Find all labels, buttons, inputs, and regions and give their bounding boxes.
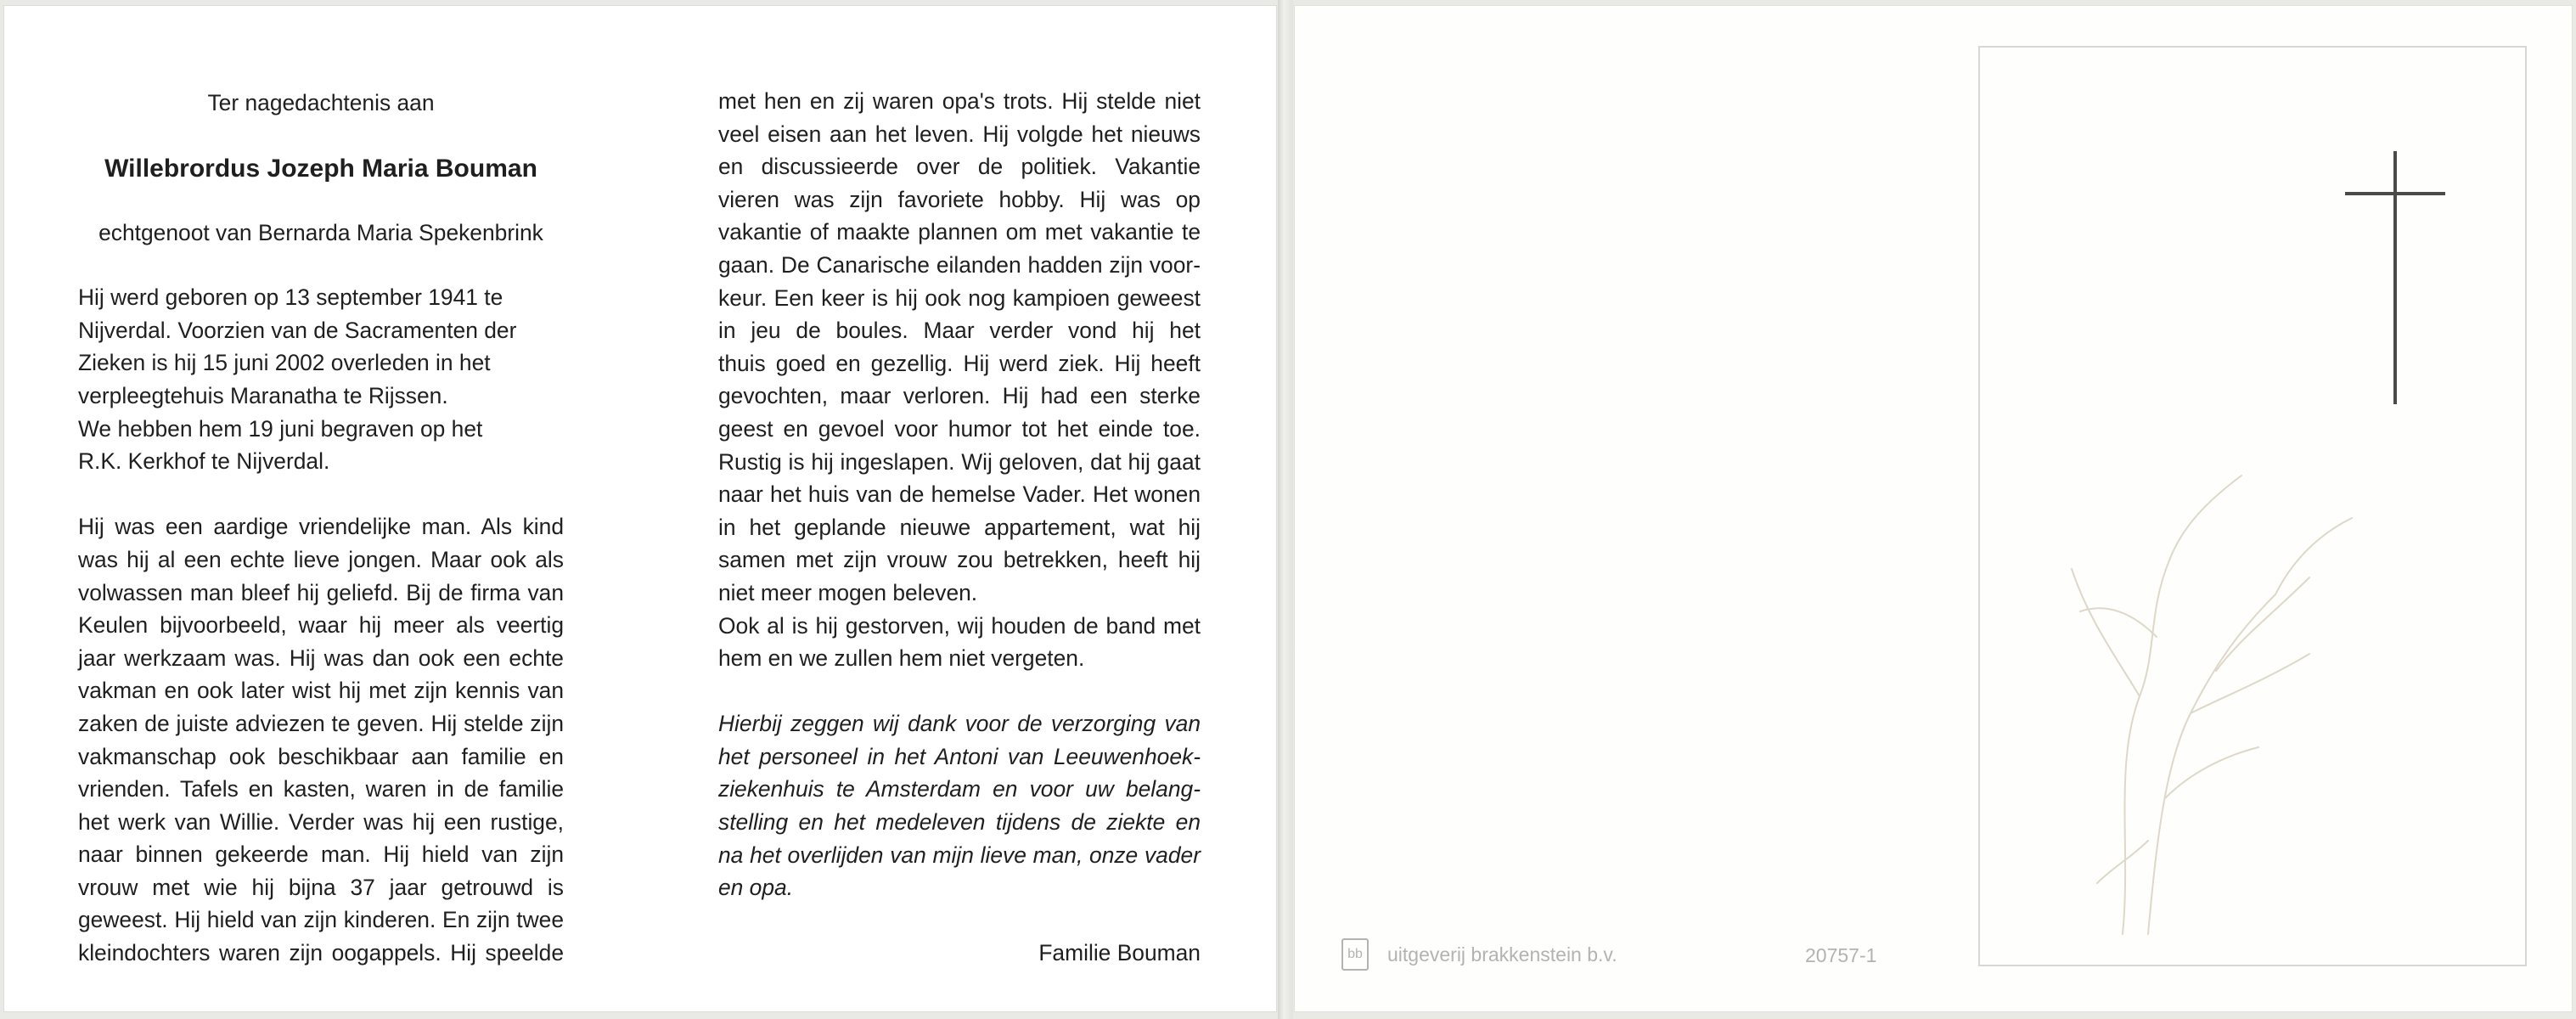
text-line: veel eisen aan het leven. Hij volgde het nieuws xyxy=(718,121,1201,147)
text-line: Rustig is hij ingeslapen. Wij geloven, dat hij gaat xyxy=(718,448,1201,475)
text-line: gevochten, maar verloren. Hij had een sterke xyxy=(718,383,1201,409)
left-column xyxy=(78,87,564,970)
cross-icon-beam xyxy=(2345,192,2445,195)
text-line: volwassen man bleef hij geliefd. Bij de firma van xyxy=(78,579,564,605)
text-line: was hij al een echte lieve jongen. Maar ook als xyxy=(78,546,564,572)
text-line: thuis goed en gezellig. Hij werd ziek. Hij heeft xyxy=(718,350,1201,376)
text-line: gaan. De Canarische eilanden hadden zijn voor- xyxy=(718,251,1201,278)
text-line: R.K. Kerkhof te Nijverdal. xyxy=(78,448,330,475)
text-line: Hij was een aardige vriendelijke man. Als kind xyxy=(78,514,564,540)
biography-text-continued xyxy=(718,85,1201,675)
text-line: hem en we zullen hem niet vergeten. xyxy=(718,645,1085,672)
text-line: samen met zijn vrouw zou betrekken, heeft hij xyxy=(718,547,1201,573)
cross-icon xyxy=(2393,151,2397,404)
text-line: keur. Een keer is hij ook nog kampioen geweest xyxy=(718,284,1201,311)
text-line: geweest. Hij hield van zijn kinderen. En zijn twee xyxy=(78,907,564,933)
text-line: verpleegtehuis Maranatha te Rijssen. xyxy=(78,382,448,408)
text-line: Hierbij zeggen wij dank voor de verzorging van xyxy=(718,711,1201,737)
text-line: We hebben hem 19 juni begraven op het xyxy=(78,415,483,442)
text-line: Ook al is hij gestorven, wij houden de band met xyxy=(718,612,1201,639)
tree-illustration xyxy=(2021,442,2377,951)
text-line: in het geplande nieuwe appartement, wat hij xyxy=(718,514,1201,540)
text-line: stelling en het medeleven tijdens de ziekte en xyxy=(718,809,1201,836)
text-line: vrouw met wie hij bijna 37 jaar getrouwd is xyxy=(78,874,564,900)
deceased-name: Willebrordus Jozeph Maria Bouman xyxy=(104,154,537,183)
text-line: en opa. xyxy=(718,875,794,901)
text-line: na het overlijden van mijn lieve man, onze vader xyxy=(718,842,1201,868)
text-line: zaken de juiste adviezen te geven. Hij stelde zijn xyxy=(78,710,564,736)
text-line: geest en gevoel voor humor tot het einde toe. xyxy=(718,415,1201,442)
signature: Familie Bouman xyxy=(1038,939,1201,966)
text-line: Keulen bijvoorbeeld, waar hij meer als veertig xyxy=(78,612,564,639)
memorial-header: Ter nagedachtenis aan xyxy=(207,90,435,115)
text-line: naar binnen gekeerde man. Hij hield van zijn xyxy=(78,842,564,868)
thanks-text xyxy=(718,707,1201,904)
text-line: met hen en zij waren opa's trots. Hij stelde niet xyxy=(718,88,1201,114)
text-line: het werk van Willie. Verder was hij een rustige, xyxy=(78,808,564,835)
text-line: en discussieerde over de politiek. Vakantie xyxy=(718,154,1201,180)
right-column xyxy=(718,85,1201,969)
text-line: vieren was zijn favoriete hobby. Hij was op xyxy=(718,186,1201,212)
text-line: vakman en ook later wist hij met zijn kennis van xyxy=(78,678,564,704)
biography-dates xyxy=(78,281,564,478)
spouse-line: echtgenoot van Bernarda Maria Spekenbrink xyxy=(98,219,543,245)
text-line: jaar werkzaam was. Hij was dan ook een echte xyxy=(78,645,564,671)
publisher-logo-icon: bb xyxy=(1341,938,1369,971)
publisher xyxy=(1341,937,1617,971)
text-line: vakantie of maakte plannen om met vakantie te xyxy=(718,219,1201,245)
text-line: het personeel in het Antoni van Leeuwenhoek- xyxy=(718,743,1201,769)
biography-text xyxy=(78,510,564,969)
publisher-name: uitgeverij brakkenstein b.v. xyxy=(1387,943,1617,966)
text-line: Nijverdal. Voorzien van de Sacramenten der xyxy=(78,317,517,343)
text-line: kleindochters waren zijn oogappels. Hij speelde xyxy=(78,940,564,966)
fold-gap xyxy=(1278,0,1293,1019)
text-line: vakmanschap ook beschikbaar aan familie en xyxy=(78,743,564,769)
text-line: vrienden. Tafels en kasten, waren in de familie xyxy=(78,776,564,802)
product-number: 20757-1 xyxy=(1805,944,1877,966)
text-line: Hij werd geboren op 13 september 1941 te xyxy=(78,284,503,311)
text-line: in jeu de boules. Maar verder vond hij het xyxy=(718,318,1201,344)
text-line: niet meer mogen beleven. xyxy=(718,579,978,605)
text-line: ziekenhuis te Amsterdam en voor uw belang- xyxy=(718,776,1201,802)
text-line: Zieken is hij 15 juni 2002 overleden in het xyxy=(78,350,491,376)
text-line: naar het huis van de hemelse Vader. Het wonen xyxy=(718,481,1201,508)
